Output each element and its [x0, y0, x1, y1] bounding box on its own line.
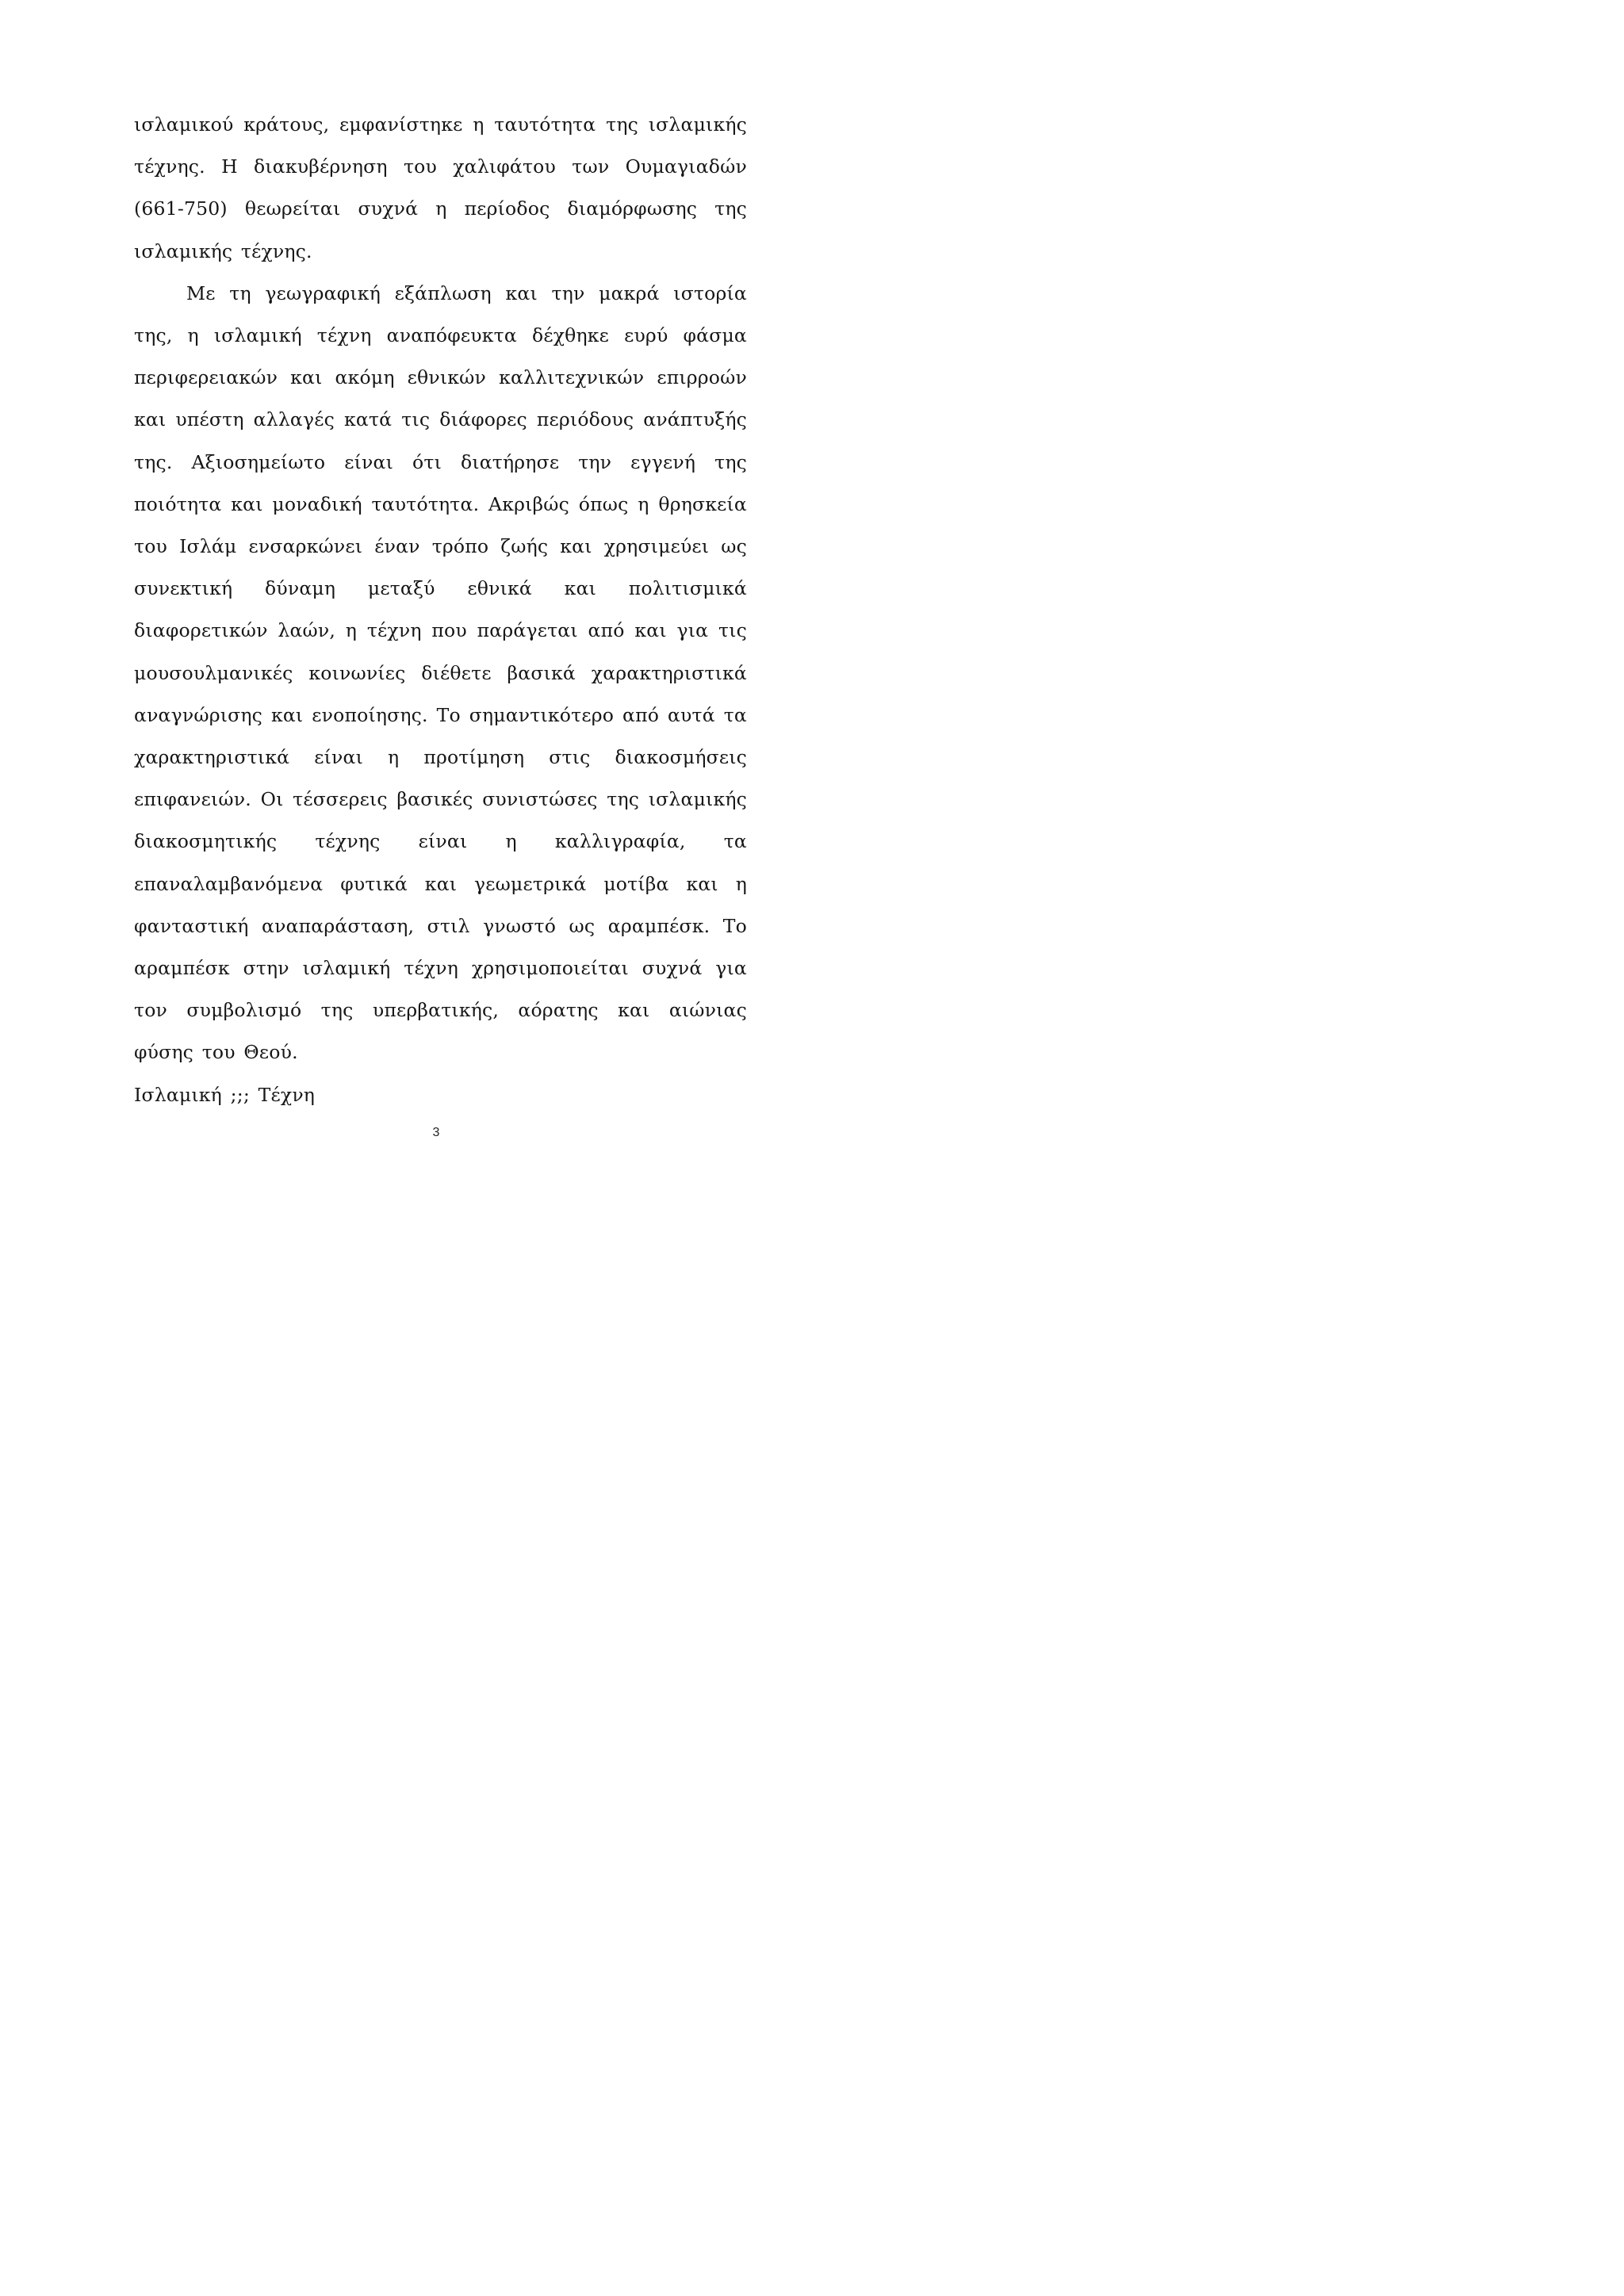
paragraph-continuation: ισλαμικού κράτους, εμφανίστηκε η ταυτότητα της ισλαμικής τέχνης. Η διακυβέρνηση του χαλιφάτου των Ουμαγιαδών (661-750) θεωρείται συχνά η περίοδος διαμόρφωσης της ισλαμικής τέχνης.: [134, 113, 747, 262]
paragraph-footer-line: Ισλαμική ;;; Τέχνη: [134, 1083, 316, 1106]
page-number: 3: [432, 1126, 440, 1139]
body-text: [134, 104, 747, 1116]
document-page: [0, 0, 872, 1234]
paragraph-main: Με τη γεωγραφική εξάπλωση και την μακρά ιστορία της, η ισλαμική τέχνη αναπόφευκτα δέχθηκε ευρύ φάσμα περιφερειακών και ακόμη εθνικών καλλιτεχνικών επιρροών και υπέστη αλλαγές κατά τις διάφορες περιόδους ανάπτυξής της. Αξιοσημείωτο είναι ότι διατήρησε την εγγενή της ποιότητα και μοναδική ταυτότητα. Ακριβώς όπως η θρησκεία του Ισλάμ ενσαρκώνει έναν τρόπο ζωής και χρησιμεύει ως συνεκτική δύναμη μεταξύ εθνικά και πολιτισμικά διαφορετικών λαών, η τέχνη που παράγεται από και για τις μουσουλμανικές κοινωνίες διέθετε βασικά χαρακτηριστικά αναγνώρισης και ενοποίησης. Το σημαντικότερο από αυτά τα χαρακτηριστικά είναι η προτίμηση στις διακοσμήσεις επιφανειών. Οι τέσσερεις βασικές συνιστώσες της ισλαμικής διακοσμητικής τέχνης είναι η καλλιγραφία, τα επαναλαμβανόμενα φυτικά και γεωμετρικά μοτίβα και η φανταστική αναπαράσταση, στιλ γνωστό ως αραμπέσκ. Το αραμπέσκ στην ισλαμική τέχνη χρησιμοποιείται συχνά για τον συμβολισμό της υπερβατικής, αόρατης και αιώνιας φύσης του Θεού.: [134, 281, 747, 1064]
